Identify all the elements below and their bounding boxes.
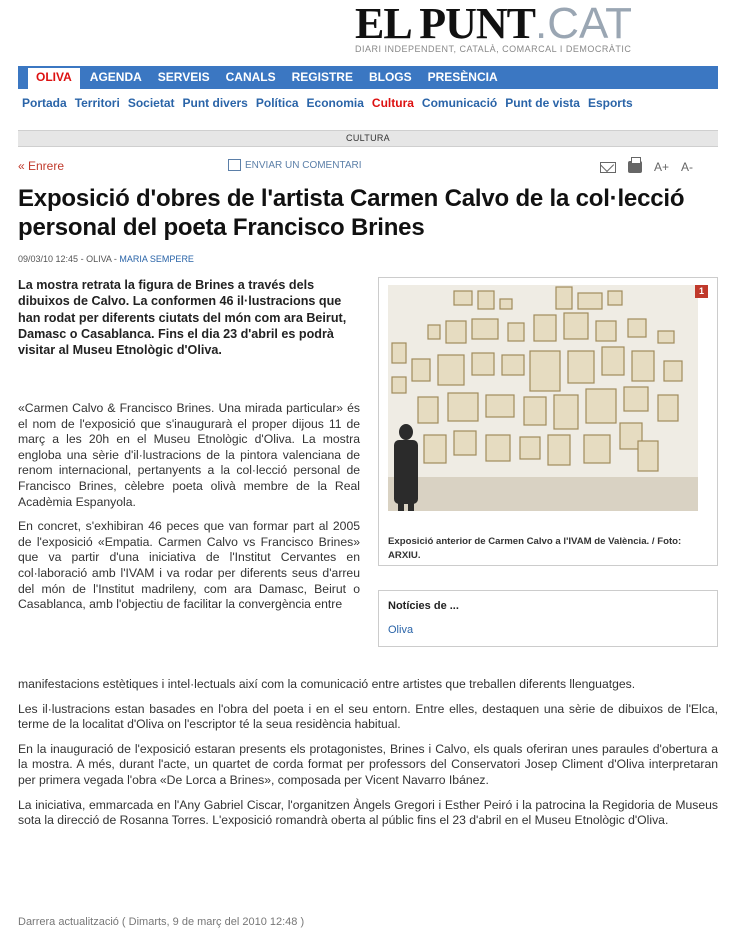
related-news-box <box>378 590 718 647</box>
font-increase-button[interactable]: A+ <box>654 160 670 174</box>
topnav-item-registre[interactable]: REGISTRE <box>291 70 353 84</box>
related-link-oliva[interactable]: Oliva <box>388 624 414 636</box>
article-paragraph: manifestacions estètiques i intel·lectuals així com la comunicació entre artistes que treballen diferents llenguatges. <box>18 677 636 691</box>
print-icon[interactable] <box>628 161 642 173</box>
subnav-item-comunicacio[interactable]: Comunicació <box>421 96 498 110</box>
exhibition-photo[interactable] <box>388 285 698 511</box>
photo-number-badge[interactable]: 1 <box>695 285 708 298</box>
section-label: CULTURA <box>18 130 718 147</box>
topnav-item-agenda[interactable]: AGENDA <box>89 70 142 84</box>
font-decrease-button[interactable]: A- <box>681 160 694 174</box>
last-updated: Darrera actualització ( Dimarts, 9 de març del 2010 12:48 ) <box>18 916 305 928</box>
article-paragraph: «Carmen Calvo & Francisco Brines. Una mirada particular» és el nom de l'exposició que s'inaugurarà el proper dijous 11 de març a les 20h en el Museu Etnològic d'Oliva. La mostra engloba una sèrie d'il·lustracions de la pintora valenciana de renom internacional, pertanyents a la col·lecció personal de Francisco Brines, cèlebre poeta olivà membre de la Real Acadèmia Espanyola. <box>18 401 360 509</box>
logo-main: EL PUNT <box>354 0 536 48</box>
article-body-column <box>18 401 360 622</box>
article-author[interactable]: MARIA SEMPERE <box>119 254 194 264</box>
logo-cat: CAT <box>547 0 632 48</box>
photo-caption: Exposició anterior de Carmen Calvo a l'IVAM de València. / Foto: ARXIU. <box>388 536 682 561</box>
top-navigation <box>18 66 718 89</box>
topnav-item-serveis[interactable]: SERVEIS <box>157 70 210 84</box>
subnav-item-esports[interactable]: Esports <box>587 96 633 110</box>
gallery-wall-illustration <box>388 285 698 511</box>
topnav-item-blogs[interactable]: BLOGS <box>368 70 412 84</box>
send-comment-button[interactable] <box>228 159 362 171</box>
site-tagline: DIARI INDEPENDENT, CATALÀ, COMARCAL I DEMOCRÀTIC <box>354 44 632 54</box>
byline: 09/03/10 12:45 - OLIVA - MARIA SEMPERE <box>18 254 194 264</box>
article-tools <box>600 160 693 174</box>
topnav-item-presencia[interactable]: PRESÈNCIA <box>427 70 498 84</box>
article-paragraph: En concret, s'exhibiran 46 peces que van formar part al 2005 de l'exposició «Empatia. Carmen Calvo vs Francisco Brines» que va partir d'una iniciativa de l'Institut Cervantes en col·laboració amb l'IVAM i va rodar per diferents seus d'arreu del món de l'Institut madrileny, com ara Damasc, Beirut o Casablanca, amb l'objectiu de facilitar la convergència entre <box>18 519 360 612</box>
article-paragraph: En la inauguració de l'exposició estaran presents els protagonistes, Brines i Calvo, els quals oferiran unes paraules d'obertura a la mostra. A més, durant l'acte, un quartet de corda format per professors del Conservatori Josep Climent d'Oliva interpretaran per primera vegada l'obra «De Lorca a Brines», composada per Vicent Navarro Ibánez. <box>18 741 718 787</box>
subnav-item-portada[interactable]: Portada <box>22 96 67 110</box>
email-icon[interactable] <box>600 162 616 173</box>
article-paragraph: Les il·lustracions estan basades en l'obra del poeta i en el seu entorn. Entre elles, destaquen una sèrie de dibuixos de l'Elca, terme de la localitat d'Oliva on l'escriptor té la seua residència habitual. <box>18 701 718 732</box>
subnav-item-cultura[interactable]: Cultura <box>371 96 414 110</box>
article-paragraph: La iniciativa, emmarcada en l'Any Gabriel Ciscar, l'organitzen Àngels Gregori i Esther Peiró i la patrocina la Regidoria de Museus sota la direcció de Rosanna Torres. L'exposició romandrà oberta al públic fins el 23 d'abril en el Museu Etnològic d'Oliva. <box>18 797 718 828</box>
related-heading: Notícies de ... <box>388 600 459 612</box>
subnav-item-politica[interactable]: Política <box>255 96 299 110</box>
site-logo[interactable] <box>355 2 632 54</box>
send-comment-label: ENVIAR UN COMENTARI <box>245 159 362 171</box>
article-location: OLIVA <box>86 254 112 264</box>
subnav-item-punt-de-vista[interactable]: Punt de vista <box>505 96 580 110</box>
subnav-item-territori[interactable]: Territori <box>74 96 120 110</box>
subnav-item-economia[interactable]: Economia <box>306 96 364 110</box>
article-title: Exposició d'obres de l'artista Carmen Calvo de la col·lecció personal del poeta Francisco Brines <box>18 185 685 241</box>
article-photo-box <box>378 277 718 566</box>
article-lead: La mostra retrata la figura de Brines a través dels dibuixos de Calvo. La conformen 46 il·lustracions que han rodat per diferents ciutats del món com ara Beirut, Damasc o Casablanca. Fins el dia 23 d'abril es podrà visitar al Museu Etnològic d'Oliva. <box>18 278 347 358</box>
back-link[interactable]: « Enrere <box>18 159 65 173</box>
article-body-full <box>18 677 718 838</box>
subnav-item-societat[interactable]: Societat <box>127 96 175 110</box>
subnav-item-punt-divers[interactable]: Punt divers <box>182 96 248 110</box>
section-navigation <box>22 96 633 110</box>
topnav-item-oliva[interactable]: OLIVA <box>26 66 82 89</box>
logo-dot: . <box>535 0 548 48</box>
topnav-item-canals[interactable]: CANALS <box>225 70 276 84</box>
comment-icon <box>228 159 241 171</box>
article-date: 09/03/10 12:45 <box>18 254 79 264</box>
